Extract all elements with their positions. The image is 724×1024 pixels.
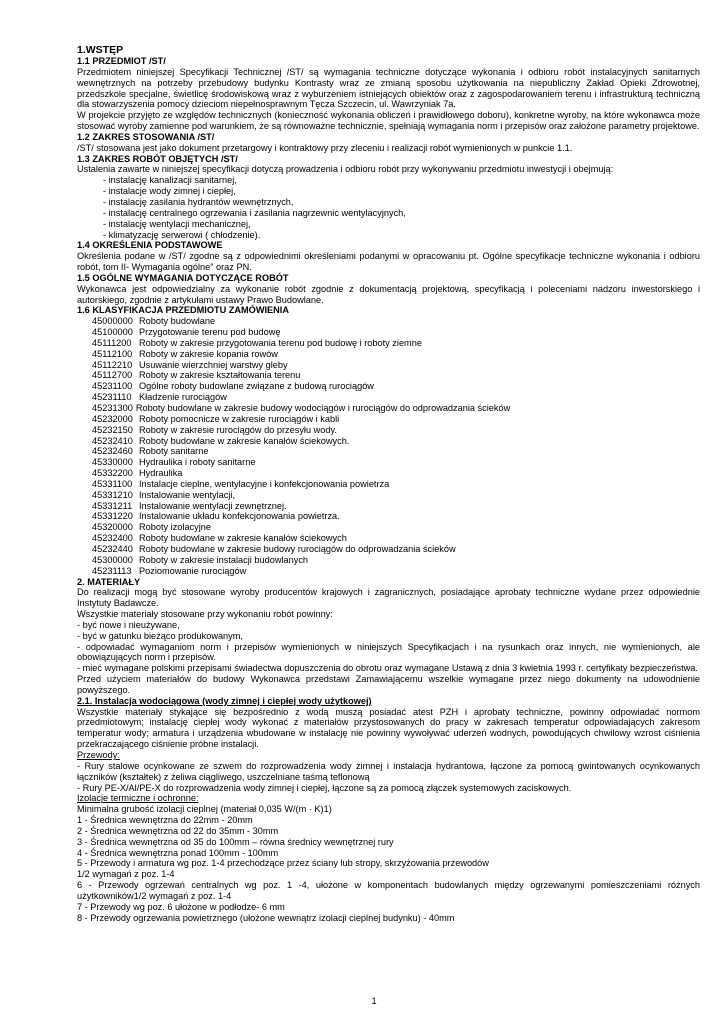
cpv-code-description: Roboty budowlane w zakresie kanałów ściekowych — [139, 533, 347, 544]
insulation-item: 5 - Przewody i armatura wg poz. 1-4 przechodzące przez ściany lub stropy, skrzyżowania przewodów — [77, 858, 489, 869]
paragraph-2-c: Przed użyciem materiałów do budowy Wykonawca przedstawi Zamawiającemu wszelkie wymagane przez niego dokumenty na udowodnienie powyższego. — [77, 674, 700, 695]
paragraph-1-2: /ST/ stosowana jest jako dokument przetargowy i kontraktowy przy zleceniu i realizacji robót wymienionych w punkcie 1.1. — [77, 142, 573, 153]
cpv-code-number: 45330000 — [92, 457, 133, 468]
cpv-code-row — [77, 501, 700, 512]
requirement-item: - mieć wymagane polskimi przepisami świadectwa dopuszczenia do obrotu oraz wymagane Ustawą z dnia 3 kwietnia 1993 r. certyfikaty bezpieczeństwa. — [77, 663, 698, 674]
page-number: 1 — [371, 996, 377, 1006]
cpv-code-row — [77, 544, 700, 555]
list-item: - instalację centralnego ogrzewania i zasilania nagrzewnic wentylacyjnych, — [103, 207, 406, 218]
cpv-code-row — [77, 446, 700, 457]
cpv-code-row — [77, 403, 700, 414]
cpv-code-number: 45231300 — [92, 403, 133, 413]
cpv-code-description: Roboty izolacyjne — [139, 522, 212, 533]
cpv-code-number: 45331220 — [92, 511, 133, 522]
cpv-code-number: 45320000 — [92, 522, 133, 533]
cpv-code-row — [77, 457, 700, 468]
cpv-code-description: Instalacje cieplne, wentylacyjne i konfekcjonowania powietrza — [139, 478, 390, 489]
paragraph-2-b: Wszystkie materiały stosowane przy wykonaniu robót powinny: — [77, 609, 333, 620]
paragraph-1-4: Określenia podane w /ST/ zgodne są z odpowiednimi określeniami podanymi w opracowaniu pt. Ogólne specyfikacje techniczne wykonania i odbioru robót, tom II- Wymagania ogólne" oraz PN. — [77, 251, 700, 273]
insulation-item: 4 - Średnica wewnętrzna ponad 100mm - 100mm — [77, 847, 279, 858]
heading-2-1: 2.1. Instalacja wodociągowa (wody zimnej i ciepłej wody użytkowej) — [77, 695, 372, 706]
cpv-code-row — [77, 566, 700, 577]
insulation-label: Izolacje termiczne i ochronne: — [77, 793, 199, 804]
cpv-code-description: Kładzenie rurociągów — [139, 392, 227, 403]
cpv-code-description: Roboty sanitarne — [139, 446, 209, 457]
cpv-code-number: 45300000 — [92, 554, 133, 565]
cpv-code-description: Instalowanie układu konfekcjonowania powietrza. — [139, 511, 340, 522]
cpv-code-row — [77, 316, 700, 327]
cpv-code-number: 45231100 — [92, 381, 133, 392]
cpv-code-row — [77, 490, 700, 501]
list-item: - instalacje wody zimnej i ciepłej, — [103, 186, 236, 197]
cpv-code-row — [77, 555, 700, 566]
cpv-code-description: Roboty budowlane w zakresie kanałów ściekowych. — [139, 435, 350, 446]
requirement-item: - odpowiadać wymaganiom norm i przepisów wymienionych w niniejszych Specyfikacjach i na rysunkach oraz innych, nie wymienionych, ale obowiązujących norm i przepisów. — [77, 641, 700, 663]
cpv-code-number: 45112700 — [92, 370, 133, 381]
cpv-code-row — [77, 392, 700, 403]
cpv-code-number: 45332200 — [92, 468, 133, 479]
pipes-item: - Rury PE-X/Al/PE-X do rozprowadzenia wody zimnej i ciepłej, łączone są za pomocą złączek systemowych zaciskowych. — [77, 782, 572, 793]
cpv-code-description: Roboty pomocnicze w zakresie rurociągów i kabli — [139, 413, 340, 424]
list-item: - instalację kanalizacji sanitarnej, — [103, 175, 237, 186]
cpv-code-number: 45232460 — [92, 446, 133, 457]
cpv-code-description: Hydraulika — [139, 468, 183, 479]
heading-1-4: 1.4 OKREŚLENIA PODSTAWOWE — [77, 240, 223, 251]
cpv-code-row — [77, 414, 700, 425]
insulation-item: 8 - Przewody ogrzewania powietrznego (ułożone wewnątrz izolacji cieplnej budynku) - 40mm — [77, 912, 455, 923]
cpv-code-number: 45232410 — [92, 435, 133, 446]
cpv-code-description: Roboty w zakresie kopania rowów — [139, 348, 278, 359]
cpv-code-description: Roboty budowlane w zakresie budowy rurociągów do odprowadzania ścieków — [139, 543, 456, 554]
pipes-label: Przewody: — [77, 750, 120, 760]
cpv-code-number: 45231113 — [92, 565, 132, 576]
cpv-code-row — [77, 381, 700, 392]
cpv-code-row — [77, 468, 700, 479]
cpv-code-description: Roboty w zakresie kształtowania terenu — [139, 370, 301, 381]
cpv-code-number: 45111200 — [92, 337, 132, 348]
cpv-code-number: 45112100 — [92, 348, 133, 359]
cpv-code-number: 45331100 — [92, 478, 133, 489]
list-item: - klimatyzację serwerowi ( chłodzenie). — [103, 229, 261, 240]
insulation-item: 1 - Średnica wewnętrzna do 22mm - 20mm — [77, 815, 253, 826]
cpv-code-number: 45232440 — [92, 543, 133, 554]
cpv-code-row — [77, 370, 700, 381]
cpv-code-description: Instalowanie wentylacji zewnętrznej. — [139, 500, 287, 511]
cpv-code-description: Poziomowanie rurociągów — [139, 565, 247, 576]
cpv-code-row — [77, 327, 700, 338]
cpv-code-description: Roboty w zakresie przygotowania terenu pod budowę i roboty ziemne — [139, 337, 422, 348]
pipes-item: - Rury stalowe ocynkowane ze szwem do rozprowadzenia wody zimnej i instalacja hydrantowa, łączone za pomocą gwintowanych ocynkowanych łączników (kształtek) z żeliwa ciągliwego, uszczelniane taśmą teflonową — [77, 760, 700, 782]
cpv-code-number: 45100000 — [92, 327, 133, 338]
cpv-code-description: Roboty w zakresie instalacji budowlanych — [139, 554, 309, 565]
cpv-code-list — [77, 316, 700, 576]
cpv-code-number: 45232400 — [92, 533, 133, 544]
cpv-code-number: 45000000 — [92, 316, 133, 327]
cpv-code-description: Roboty w zakresie rurociągów do przesyłu wody. — [139, 424, 337, 435]
cpv-code-row — [77, 533, 700, 544]
cpv-code-number: 45331210 — [92, 489, 133, 500]
insulation-item: 6 - Przewody ogrzewań centralnych wg poz. 1 -4, ułożone w komponentach budowlanych między ogrzewanymi pomieszczeniami różnych użytkowników1/2 wymagań z poz. 1-4 — [77, 880, 700, 901]
insulation-item: 2 - Średnica wewnętrzna od 22 do 35mm - 30mm — [77, 825, 279, 836]
list-item: - instalację zasilania hydrantów wewnętrznych, — [103, 196, 294, 207]
heading-1-1: 1.1 PRZEDMIOT /ST/ — [77, 56, 166, 66]
heading-1-2: 1.2 ZAKRES STOSOWANIA /ST/ — [77, 131, 215, 142]
cpv-code-number: 45112210 — [92, 359, 133, 370]
cpv-code-row — [77, 522, 700, 533]
heading-1-6: 1.6 KLASYFIKACJA PRZEDMIOTU ZAMÓWIENIA — [77, 305, 289, 316]
cpv-code-description: Usuwanie wierzchniej warstwy gleby — [139, 359, 288, 370]
cpv-code-description: Ogólne roboty budowlane związane z budową rurociągów — [139, 381, 374, 392]
heading-1-3: 1.3 ZAKRES ROBÓT OBJĘTYCH /ST/ — [77, 153, 238, 164]
insulation-item: 3 - Średnica wewnętrzna od 35 do 100mm – równa średnicy wewnętrznej rury — [77, 836, 394, 847]
cpv-code-description: Instalowanie wentylacji, — [139, 489, 236, 500]
paragraph-1-1-b: W projekcie przyjęto ze względów technicznych (konieczność wykonania obliczeń i prawidłowego doboru), konkretne wyroby, na które wykonawca może stosować wyroby zamienne pod warunkiem, że są równoważne technicznie, spełniają wymagania norm i przepisów oraz założone parametry projektowe. — [77, 110, 700, 132]
cpv-code-row — [77, 425, 700, 436]
cpv-code-row — [77, 479, 700, 490]
cpv-code-row — [77, 349, 700, 360]
list-item: - instalację wentylacji mechanicznej, — [103, 218, 251, 229]
cpv-code-row — [77, 338, 700, 349]
insulation-minimum: Minimalna grubość izolacji cieplnej (materiał 0,035 W/(m · K)1) — [77, 804, 332, 815]
cpv-code-description: Roboty budowlane w zakresie budowy wodociągów i rurociągów do odprowadzania ścieków — [135, 403, 511, 413]
insulation-item: 1/2 wymagań z poz. 1-4 — [77, 869, 175, 880]
cpv-code-description: Hydraulika i roboty sanitarne — [139, 457, 256, 468]
section-2-title: 2. MATERIAŁY — [77, 576, 141, 587]
paragraph-1-3: Ustalenia zawarte w niniejszej specyfikacji dotyczą prowadzenia i odbioru robót przy wykonywaniu przedmiotu inwestycji i obejmują: — [77, 164, 614, 175]
cpv-code-number: 45232150 — [92, 424, 133, 435]
paragraph-1-5: Wykonawca jest odpowiedzialny za wykonanie robót zgodnie z dokumentacją projektową, specyfikacją i poleceniami nadzoru inwestorskiego i autorskiego, zgodnie z artykułami ustawy Prawo Budowlane. — [77, 283, 700, 305]
cpv-code-number: 45232000 — [92, 413, 133, 424]
heading-1-5: 1.5 OGÓLNE WYMAGANIA DOTYCZĄCE ROBÓT — [77, 272, 289, 283]
paragraph-2-1: Wszystkie materiały stykające się bezpośrednio z wodą muszą posiadać atest PZH i aprobaty techniczne, powinny odpowiadać normom przedmiotowym; instalację ciepłej wody wykonać z materiałów przystosowanych do pracy w zakresach temperatur odpowiadających zakresom temperatur wody; armatura i urządzenia wbudowane w instalację nie powinny wywoływać uderzeń wodnych, powodujących chwilowy wzrost ciśnienia przekraczającego ciśnienie próbne instalacji. — [77, 706, 700, 750]
cpv-code-row — [77, 360, 700, 371]
scope-list — [77, 175, 700, 240]
cpv-code-number: 45331211 — [92, 500, 133, 511]
requirement-item: - być w gatunku bieżąco produkowanym, — [77, 630, 243, 641]
cpv-code-description: Przygotowanie terenu pod budowę — [139, 327, 281, 338]
cpv-code-row — [77, 511, 700, 522]
insulation-item: 7 - Przewody wg poz. 6 ułożone w podłodze- 6 mm — [77, 901, 285, 912]
section-1-title: 1.WSTĘP — [77, 44, 124, 56]
cpv-code-number: 45231110 — [92, 392, 132, 403]
paragraph-2-a: Do realizacji mogą być stosowane wyroby producentów krajowych i zagranicznych, posiadające aprobaty techniczne wydane przez odpowiednie Instytuty Badawcze. — [77, 587, 700, 609]
cpv-code-description: Roboty budowlane — [139, 316, 216, 327]
requirement-item: - być nowe i nieużywane, — [77, 619, 180, 630]
cpv-code-row — [77, 436, 700, 447]
paragraph-1-1-a: Przedmiotem niniejszej Specyfikacji Technicznej /ST/ są wymagania techniczne dotyczące wykonania i odbioru robót instalacyjnych sanitarnych wewnętrznych na potrzeby przebudowy budynku Kontrasty wraz ze zmianą sposobu użytkowania na niepubliczny Zakład Opieki Zdrowotnej, przedszkole specjalne, świetlicę środowiskową wraz z wyburzeniem istniejących obiektów oraz z zagospodarowaniem terenu i infrastrukturą techniczną dla stowarzyszenia pomocy dzieciom niepełnosprawnym Tęcza Szczecin, ul. Wawrzyniak 7a. — [77, 66, 700, 110]
